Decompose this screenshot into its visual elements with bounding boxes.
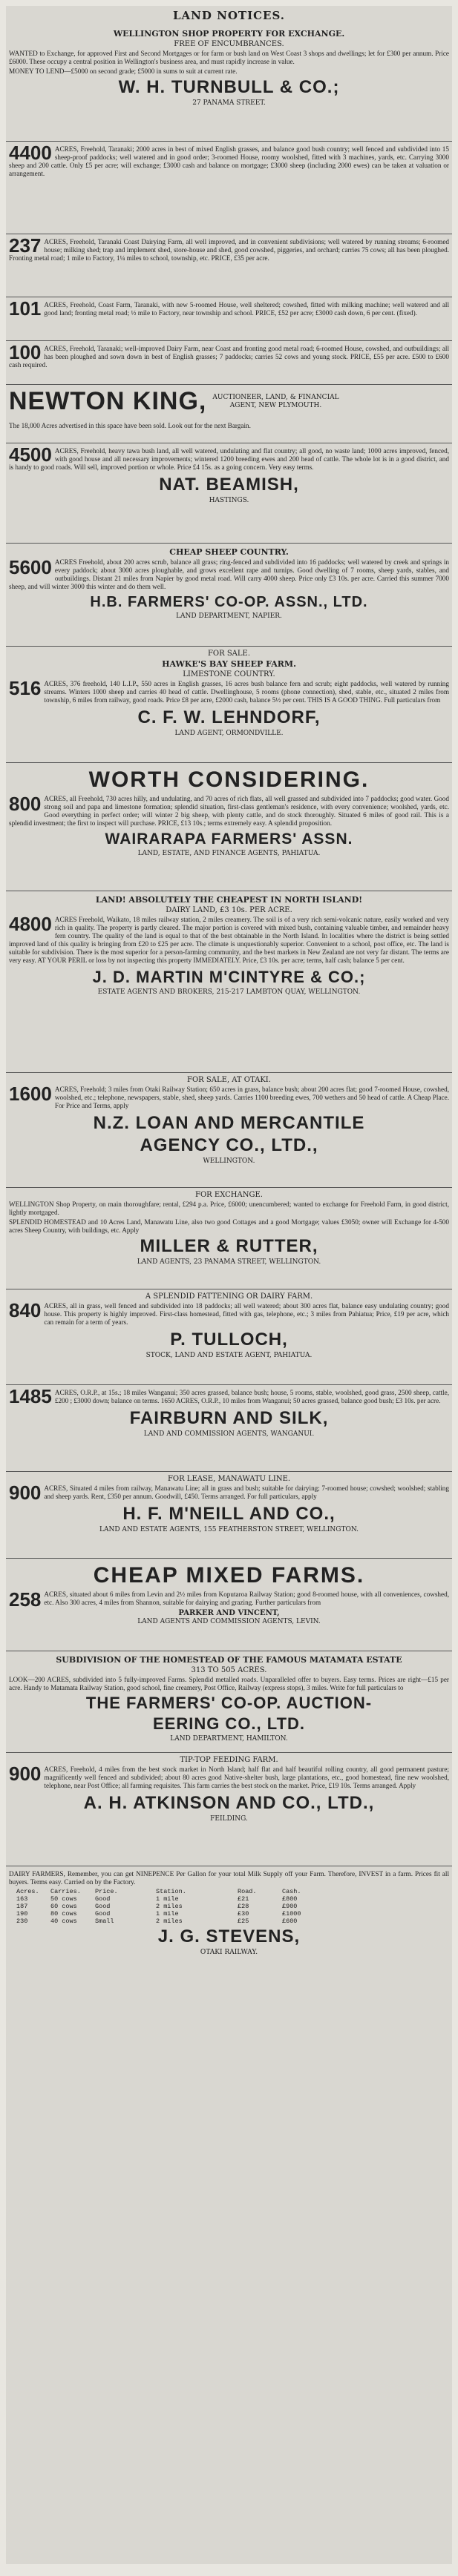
ad-body: ACRES Freehold, Waikato, 18 miles railway station, 2 miles creamery. The soil is of a very rich semi-volcanic nature, easily worked and very rich in quality. The property is partly cleared. The major portion is covered with mixed bush, containing valuable timber, and remainder heavy fern country. The quality of the land is equal to that of the best obtainable in the North Island. In localities where the district is being settled improved land of this quality is bringing from £20 to £25 per acre. The climate is unquestionably superior. Convenient to a school, post office, etc. The land is suitable for subdivision. There is the most superior for a person-farming community, and the best markets in New Zealand are not very far distant. The terms are very easy. AT YOUR PERIL or loss by not inspecting this property IMMEDIATELY. Price, £3 10s. per acre; terms, half cash; balance 5 per cent. [9, 916, 449, 964]
table-cell: 163 [16, 1895, 28, 1903]
ad-heading: LAND! ABSOLUTELY THE CHEAPEST IN NORTH ISLAND! [95, 895, 363, 905]
ad-subheading: 313 TO 505 ACRES. [191, 1666, 267, 1674]
ad-heading: TIP-TOP FEEDING FARM. [180, 1756, 278, 1764]
table-cell: 187 [16, 1903, 28, 1910]
advertiser-name: H.B. FARMERS' CO-OP. ASSN., LTD. [90, 594, 368, 610]
ad-body: MONEY TO LEND—£5000 on second grade; £5000 in sums to suit at current rate. [9, 67, 238, 75]
advertiser-name: C. F. W. LEHNDORF, [137, 707, 321, 727]
ad-body: WELLINGTON Shop Property, on main thoroughfare; rental, £294 p.a. Price, £6000; unencumbered; wanted to exchange for Freehold Farm, in good district, lightly mortgaged. [9, 1201, 449, 1216]
advertiser-name: P. TULLOCH, [170, 1330, 288, 1350]
ad-body: ACRES, Situated 4 miles from railway, Manawatu Line; all in grass and bush; suitable for dairying; 7-roomed house; cowshed; woolshed; stabling and sheep yards. Rent, £350 per annum. Goodwill, £450. Terms arranged. For full particulars, apply [44, 1484, 449, 1500]
acreage: 4400 [9, 142, 52, 164]
table-cell: £21 [238, 1895, 249, 1903]
advertiser-address: LAND AND ESTATE AGENTS, 155 FEATHERSTON STREET, WELLINGTON. [99, 1526, 359, 1533]
price-table [16, 1888, 449, 1925]
ad-body: ACRES, Freehold, Taranaki Coast Dairying Farm, all well improved, and in convenient subdivisions; well watered by running streams; 6-roomed house; milking shed; trap and implement shed, store-house and shed, good cowshed, piggeries, and orchard; carries 75 cows; all has been ploughed. Fronting metal road; 1 mile to Factory, 1¼ miles to school, township, etc. PRICE, £35 per acre. [9, 238, 449, 262]
ad-newton-king [6, 385, 452, 443]
ad-wairarapa [6, 763, 452, 891]
ad-subheading: LIMESTONE COUNTRY. [183, 670, 275, 678]
acreage: 101 [9, 297, 42, 320]
acreage: 1600 [9, 1083, 52, 1105]
advertiser-name: N.Z. LOAN AND MERCANTILE [93, 1113, 365, 1133]
table-cell: 50 cows [50, 1895, 77, 1903]
ad-heading: WELLINGTON SHOP PROPERTY FOR EXCHANGE. [113, 29, 345, 39]
ad-body: SPLENDID HOMESTEAD and 10 Acres Land, Manawatu Line, also two good Cottages and a good Mortgage; values £3050; owner will Exchange for 4-500 acres Sheep Country, with buildings, etc. Apply [9, 1218, 449, 1234]
table-row [16, 1903, 449, 1910]
advertiser-address: LAND AGENTS AND COMMISSION AGENTS, LEVIN. [137, 1618, 321, 1625]
column-header: Road. [238, 1888, 257, 1895]
acreage: 1485 [9, 1385, 52, 1407]
advertiser-name: PARKER AND VINCENT, [178, 1609, 280, 1617]
ad-body: The 18,000 Acres advertised in this space have been sold. Look out for the next Bargain. [9, 422, 251, 429]
ad-body: ACRES, 376 freehold, 140 L.I.P., 550 acres in English grasses, 16 acres bush balance fern and scrub; eight paddocks, well watered by running streams. Winters 1000 sheep and carries 40 head of cattle. Dwellinghouse, 5 rooms (phone connection), shed, stable, etc., situated 2 miles from township, 6 miles from railway, good roads. Price £8 per acre, £2000 cash, balance 5½ per cent. THIS IS A GOOD THING. Full particulars from [44, 680, 449, 704]
acreage: 516 [9, 677, 42, 699]
advertiser-address: LAND AND COMMISSION AGENTS, WANGANUI. [143, 1430, 315, 1438]
ad-body: DAIRY FARMERS, Remember, you can get NINEPENCE Per Gallon for your total Milk Supply off your Farm. Therefore, INVEST in a farm. Prices fit all buyers. Terms easy. Carried on by the Factory. [9, 1870, 449, 1886]
newspaper-page [6, 6, 452, 2564]
table-row [16, 1895, 449, 1903]
ad-heading: FOR SALE, AT OTAKI. [187, 1076, 271, 1084]
table-cell: Small [95, 1918, 114, 1925]
acreage: 4500 [9, 443, 52, 466]
table-cell: Good [95, 1910, 111, 1918]
column-header: Carries. [50, 1888, 81, 1895]
ad-body: ACRES, Freehold, heavy tawa bush land, all well watered, undulating and flat country; all good, no waste land; 1000 acres improved, fenced, with good house and all necessary improvements; wintered 1200 breeding ewes and 200 head of cattle. The whole lot is in a good district, and is handy to good roads. Will sell, improved portion or whole. Price £4 15s. as a going concern. Very easy terms. [9, 447, 449, 471]
ad-body: ACRES, situated about 6 miles from Levin and 2½ miles from Koputaroa Railway Station; good 8-roomed house, with all conveniences, cowshed, etc. Also 300 acres, 4 miles from Shannon, suitable for dairying and grazing. Further particulars from [44, 1591, 449, 1606]
ad-237-acres [6, 234, 452, 297]
ad-4400-acres [6, 142, 452, 234]
ad-farmers-coop [6, 1651, 452, 1753]
advertiser-name: J. G. STEVENS, [157, 1926, 301, 1946]
table-cell: Good [95, 1903, 111, 1910]
advertiser-address: AGENT, NEW PLYMOUTH. [229, 401, 322, 409]
ad-101-acres [6, 297, 452, 341]
acreage: 237 [9, 234, 42, 257]
ad-fairburn [6, 1385, 452, 1472]
ad-subheading: DAIRY LAND, £3 10s. PER ACRE. [166, 906, 292, 914]
table-row [16, 1918, 449, 1925]
advertiser-address: LAND AGENTS, 23 PANAMA STREET, WELLINGTON. [137, 1258, 321, 1266]
ad-heading: FOR EXCHANGE. [195, 1191, 263, 1199]
advertiser-name: MILLER & RUTTER, [140, 1236, 318, 1256]
ad-body: WANTED to Exchange, for approved First and Second Mortgages or for farm or bush land on West Coast 3 shops and dwellings; let for £300 per annum. Price £6000. These occupy a central position in Wellington's business area, and must rapidly increase in value. [9, 50, 449, 65]
table-row [16, 1910, 449, 1918]
acreage: 258 [9, 1588, 42, 1611]
ad-mcneill [6, 1472, 452, 1559]
advertiser-name: A. H. ATKINSON AND CO., LTD., [83, 1793, 375, 1813]
ad-body: ACRES, O.R.P., at 15s.; 18 miles Wanganui; 350 acres grassed, balance bush; house, 5 rooms, stable, woolshed, good grass, 2500 sheep, cattle, £200 ; £3000 down; balance on terms. 1650 ACRES, O.R.P., 10 miles from Wanganui; 50 acres grassed, balance good bush; £3 10s. per acre. [54, 1389, 449, 1404]
ad-body: ACRES, all in grass, well fenced and subdivided into 18 paddocks; all well watered; about 300 acres flat, balance easy undulating country; good house. This property is highly improved. First-class homestead, fitted with gas, telephone, etc.; 3 miles from Pahiatua; Price, £19 per acre, which can remain for a term of years. [44, 1302, 449, 1326]
advertiser-name: FAIRBURN AND SILK, [129, 1408, 329, 1428]
ad-martin-mcintyre [6, 891, 452, 1073]
table-cell: £25 [238, 1918, 249, 1925]
advertiser-address: HASTINGS. [209, 497, 249, 504]
table-cell: £1000 [282, 1910, 301, 1918]
ad-subheading: FREE OF ENCUMBRANCES. [174, 40, 284, 48]
ad-beamish [6, 443, 452, 544]
ad-stevens [6, 1866, 452, 1989]
advertiser-name: WAIRARAPA FARMERS' ASSN. [105, 830, 353, 848]
ad-heading: SUBDIVISION OF THE HOMESTEAD OF THE FAMOUS MATAMATA ESTATE [56, 1655, 402, 1665]
ad-heading: HAWKE'S BAY SHEEP FARM. [162, 659, 296, 669]
ad-body: ACRES, Freehold; 3 miles from Otaki Railway Station; 650 acres in grass, balance bush; about 200 acres flat; good 7-roomed House, cowshed, woolshed, etc.; telephone, newspapers, stable, shed, sheep yards. Carries 1100 breeding ewes, 700 wethers and 50 head of cattle. A Cheap Place. For Price and Terms, apply [54, 1086, 449, 1109]
ad-heading: CHEAP MIXED FARMS. [93, 1563, 365, 1588]
table-cell: Good [95, 1895, 111, 1903]
advertiser-address: LAND AGENT, ORMONDVILLE. [174, 730, 284, 737]
table-cell: £600 [282, 1918, 298, 1925]
ad-body: ACRES, Freehold, Taranaki; 2000 acres in best of mixed English grasses, and balance good bush country; well fenced and subdivided into 15 sheep-proof paddocks; well watered and in good order; 3-roomed House, roomy woolshed, fitted with 3 machines, yards, etc. Carrying 3000 sheep and 200 cattle. Only £5 per acre; will exchange; £3000 cash and balance on mortgage; £3000 sheep (including 2000 ewes) can be taken at valuation or arrangement. [9, 145, 449, 177]
advertiser-name: W. H. TURNBULL & CO.; [118, 77, 340, 97]
column-header: Station. [156, 1888, 186, 1895]
advertiser-name: AGENCY CO., LTD., [140, 1135, 318, 1155]
advertiser-name: EERING CO., LTD. [152, 1714, 306, 1733]
ad-heading: FOR LEASE, MANAWATU LINE. [167, 1475, 291, 1483]
ad-heading: WORTH CONSIDERING. [88, 767, 370, 792]
table-cell: £30 [238, 1910, 249, 1918]
table-cell: £900 [282, 1903, 298, 1910]
ad-body: ACRES, all Freehold, 730 acres hilly, and undulating, and 70 acres of rich flats, all well grassed and subdivided into 7 paddocks; good water. Good strong soil and papa and limestone formation; splendid situation, first-class gentleman's residence, with every convenience; woolshed, yards, etc. Good everything in perfect order; will winter 2 big sheep, with plenty cattle, and do stock thoroughly. Situated 6 miles of good rail. This is a splendid investment; the first to inspect will purchase. PRICE, £13 10s.; terms extremely easy. A splendid proposition. [9, 795, 449, 827]
ad-nz-loan [6, 1073, 452, 1188]
ad-heading: A SPLENDID FATTENING OR DAIRY FARM. [145, 1292, 313, 1301]
acreage: 800 [9, 793, 42, 815]
ad-heading: CHEAP SHEEP COUNTRY. [169, 547, 289, 557]
advertiser-address: FEILDING. [210, 1815, 248, 1823]
advertiser-address: LAND DEPARTMENT, NAPIER. [176, 612, 282, 620]
section-header: LAND NOTICES. [173, 9, 285, 22]
ad-miller-rutter [6, 1188, 452, 1289]
ad-atkinson [6, 1753, 452, 1866]
table-cell: 230 [16, 1918, 28, 1925]
ad-body: ACRES, Freehold, Coast Farm, Taranaki, with new 5-roomed House, well sheltered; cowshed, fitted with milking machine; well watered and all good land; fronting metal road; ½ mile to Factory, near township and school. PRICE, £52 per acre; £3000 cash down, 6 per cent. (fixed). [44, 301, 449, 317]
ad-body: ACRES, Freehold, Taranaki; well-improved Dairy Farm, near Coast and fronting good metal road; 6-roomed House, cowshed, and outbuildings; all has been ploughed and sown down in best of English grasses; 7 paddocks; carries 52 cows and young stock. PRICE, £55 per acre. £500 to £600 cash required. [9, 345, 449, 369]
advertiser-address: WELLINGTON. [203, 1157, 255, 1165]
table-cell: 40 cows [50, 1918, 77, 1925]
table-cell: 190 [16, 1910, 28, 1918]
advertiser-address: ESTATE AGENTS AND BROKERS, 215-217 LAMBTON QUAY, WELLINGTON. [97, 988, 361, 996]
acreage: 100 [9, 341, 42, 363]
advertiser-address: LAND, ESTATE, AND FINANCE AGENTS, PAHIATUA. [137, 850, 321, 857]
ad-heading: FOR SALE. [207, 650, 251, 658]
table-cell: 1 mile [156, 1895, 179, 1903]
advertiser-name: J. D. MARTIN M'CINTYRE & CO.; [92, 968, 366, 986]
ad-100-acres [6, 341, 452, 385]
ad-hb-farmers [6, 544, 452, 647]
acreage: 900 [9, 1482, 42, 1504]
ad-body: ACRES Freehold, about 200 acres scrub, balance all grass; ring-fenced and subdivided into 16 paddocks; well watered by creek and springs in every paddock; about 3000 acres ploughable, and grows excellent rape and turnips. Good dwelling of 7 rooms, sheep yards, stables, and outbuildings. Distant 21 miles from Napier by good metal road. Will carry 4000 sheep. Price only £3 10s. per acre. Carried this summer 7000 sheep, and will winter 3000 this winter and do them well. [9, 558, 449, 590]
acreage: 840 [9, 1299, 42, 1321]
advertiser-name: NEWTON KING, [9, 387, 207, 415]
advertiser-address: LAND DEPARTMENT, HAMILTON. [170, 1735, 288, 1743]
table-cell: 2 miles [156, 1903, 183, 1910]
table-cell: 80 cows [50, 1910, 77, 1918]
column-header: Cash. [282, 1888, 301, 1895]
ad-body: LOOK—200 ACRES, subdivided into 5 fully-improved Farms. Splendid metalled roads. Unparalleled offer to buyers. Easy terms. Prices are right—£15 per acre. Handy to Matamata Railway Station, good school, fine creamery, Post Office, Railway (express stops), 3 miles. Write for full particulars to [9, 1676, 449, 1691]
advertiser-description: AUCTIONEER, LAND, & FINANCIAL [212, 393, 339, 401]
ad-lehndorf [6, 647, 452, 763]
table-cell: £800 [282, 1895, 298, 1903]
advertiser-address: STOCK, LAND AND ESTATE AGENT, PAHIATUA. [145, 1352, 313, 1359]
table-header [16, 1888, 449, 1895]
column-header: Price. [95, 1888, 118, 1895]
table-cell: 1 mile [156, 1910, 179, 1918]
acreage: 900 [9, 1763, 42, 1785]
ad-tulloch [6, 1289, 452, 1385]
table-cell: £28 [238, 1903, 249, 1910]
acreage: 5600 [9, 556, 52, 578]
acreage: 4800 [9, 913, 52, 935]
advertiser-address: OTAKI RAILWAY. [200, 1949, 258, 1956]
ad-parker-vincent [6, 1559, 452, 1651]
advertiser-name: H. F. M'NEILL AND CO., [122, 1504, 336, 1524]
table-cell: 60 cows [50, 1903, 77, 1910]
table-cell: 2 miles [156, 1918, 183, 1925]
advertiser-name: THE FARMERS' CO-OP. AUCTION- [85, 1694, 373, 1712]
advertiser-address: 27 PANAMA STREET. [192, 99, 266, 107]
ad-turnbull [6, 25, 452, 142]
column-header: Acres. [16, 1888, 39, 1895]
advertiser-name: NAT. BEAMISH, [159, 475, 299, 495]
ad-body: ACRES, Freehold, 4 miles from the best stock market in North Island; half flat and half beautiful rolling country, all good permanent pasture; magnificently well fenced and subdivided; about 80 acres good Native-shelter bush, large plantations, etc., good homestead, fine new woolshed, telephone, near Post Office; all farming requisites. This farm carries the best stock on the market. Price, £19 10s. Terms arranged. Apply [44, 1766, 449, 1789]
